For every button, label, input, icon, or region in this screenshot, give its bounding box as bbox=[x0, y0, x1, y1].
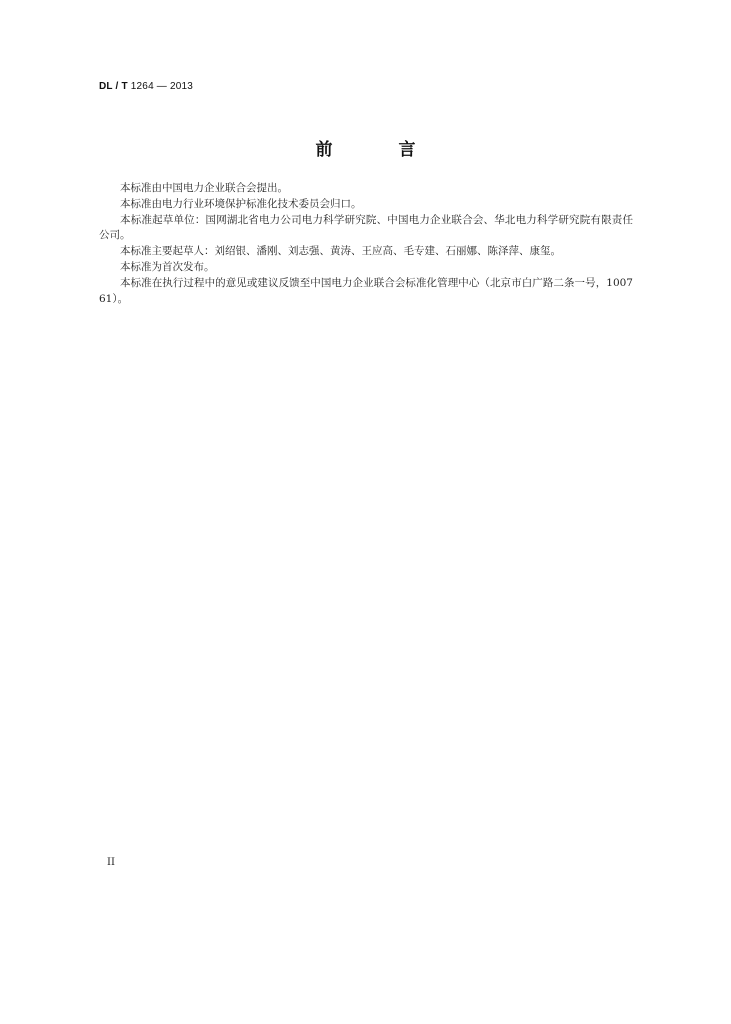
foreword-paragraph: 本标准为首次发布。 bbox=[120, 260, 215, 273]
foreword-paragraph: 本标准由电力行业环境保护标准化技术委员会归口。 bbox=[120, 197, 362, 210]
foreword-paragraph: 本标准主要起草人：刘绍银、潘刚、刘志强、黄涛、王应高、毛专建、石丽娜、陈泽萍、康玺。 bbox=[120, 245, 561, 258]
foreword-paragraph: 本标准起草单位：国网湖北省电力公司电力科学研究院、中国电力企业联合会、华北电力科学研究院有限责任公司。 bbox=[99, 213, 633, 242]
foreword-paragraph: 本标准由中国电力企业联合会提出。 bbox=[120, 182, 288, 194]
standard-code-header bbox=[99, 81, 193, 92]
page-title: 前 言 bbox=[315, 140, 446, 160]
standard-code-number: 1264 — 2013 bbox=[130, 81, 194, 92]
foreword-paragraph: 本标准在执行过程中的意见或建议反馈至中国电力企业联合会标准化管理中心（北京市白广路二条一号，100761）。 bbox=[99, 276, 633, 305]
page-number: II bbox=[107, 857, 115, 868]
foreword-body bbox=[99, 181, 633, 307]
standard-code-prefix: DL / T bbox=[99, 81, 128, 92]
